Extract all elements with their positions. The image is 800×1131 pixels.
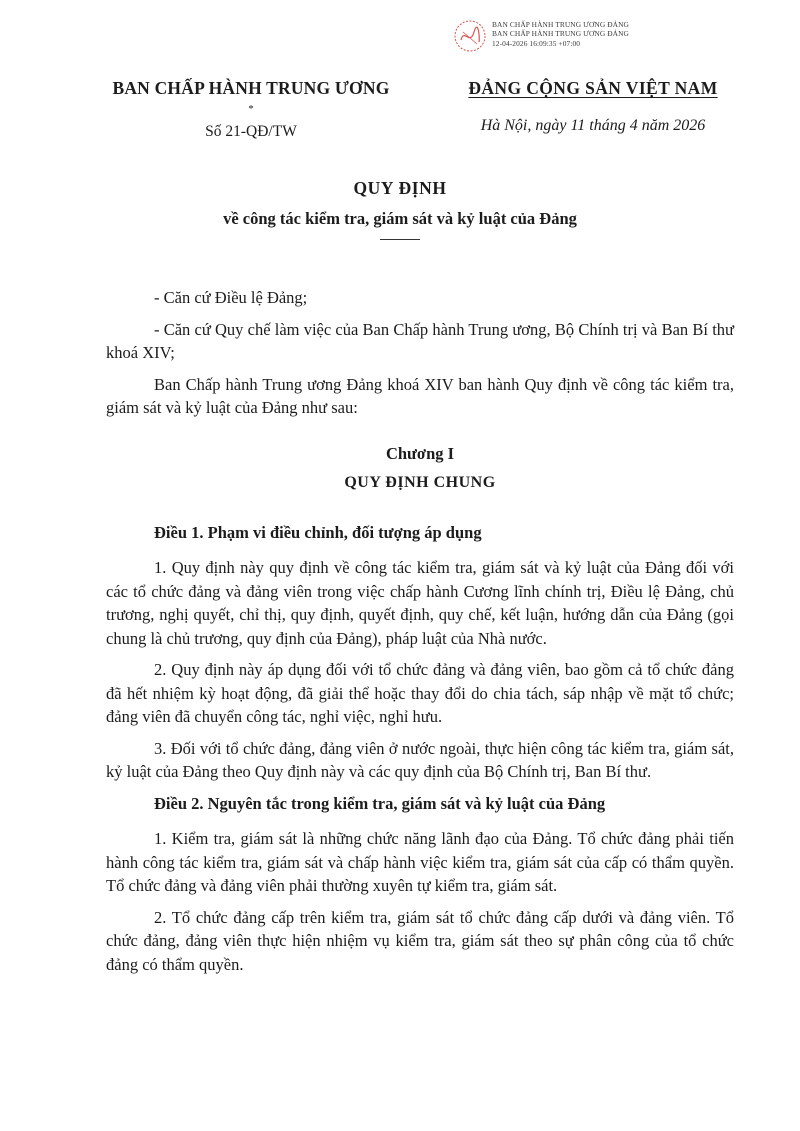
signature-signer: BAN CHẤP HÀNH TRUNG ƯƠNG ĐẢNG: [492, 20, 629, 29]
signature-org: BAN CHẤP HÀNH TRUNG ƯƠNG ĐẢNG: [492, 29, 629, 39]
issuer-star: *: [248, 103, 254, 115]
preamble-enactment: Ban Chấp hành Trung ương Đảng khoá XIV ban hành Quy định về công tác kiểm tra, giám sát và kỷ luật của Đảng như sau:: [106, 374, 734, 417]
chapter-name: QUY ĐỊNH CHUNG: [344, 474, 496, 491]
chapter-label: Chương I: [385, 443, 455, 463]
document-number: Số 21-QĐ/TW: [205, 123, 297, 140]
party-block: [448, 78, 738, 135]
article-2-heading: Điều 2. Nguyên tắc trong kiểm tra, giám sát và kỷ luật của Đảng: [154, 793, 606, 813]
title-divider: [380, 239, 420, 240]
signature-text: [492, 20, 629, 48]
article-1-heading: Điều 1. Phạm vi điều chỉnh, đối tượng áp dụng: [154, 522, 482, 542]
issuer-name: BAN CHẤP HÀNH TRUNG ƯƠNG: [112, 78, 390, 98]
signature-timestamp: 12-04-2026 16:09:35 +07:00: [492, 38, 581, 48]
title-subtitle: về công tác kiểm tra, giám sát và kỷ luật của Đảng: [223, 209, 577, 228]
place-date: Hà Nội, ngày 11 tháng 4 năm 2026: [480, 117, 706, 134]
article-1-clause-2: 2. Quy định này áp dụng đối với tổ chức đảng và đảng viên, bao gồm cả tổ chức đảng đã hết nhiệm kỳ hoạt động, đã giải thể hoặc thay đổi do chia tách, sáp nhập về mặt tổ chức; đảng viên đã chuyển công tác, nghỉ việc, nghỉ hưu.: [106, 660, 734, 726]
article-2-clause-2: 2. Tổ chức đảng cấp trên kiểm tra, giám sát tổ chức đảng cấp dưới và đảng viên. Tổ chức đảng, đảng viên thực hiện nhiệm vụ kiểm tra, giám sát theo sự phân công của tổ chức đảng có thẩm quyền.: [106, 907, 734, 974]
article-1-clause-1: 1. Quy định này quy định về công tác kiểm tra, giám sát và kỷ luật của Đảng đối với các tổ chức đảng và đảng viên trong việc chấp hành Cương lĩnh chính trị, Điều lệ Đảng, chủ trương, nghị quyết, chỉ thị, quy định, quyết định, quy chế, kết luận, hướng dẫn của Đảng (gọi chung là chủ trương, quy định của Đảng), pháp luật của Nhà nước.: [106, 558, 734, 648]
document-title: [0, 178, 800, 240]
title-main: QUY ĐỊNH: [353, 178, 447, 198]
signature-seal-icon: [452, 18, 488, 54]
issuer-block: [96, 78, 406, 141]
article-1-clause-3: 3. Đối với tổ chức đảng, đảng viên ở nước ngoài, thực hiện công tác kiểm tra, giám sát, kỷ luật của Đảng theo Quy định này và các quy định của Bộ Chính trị, Ban Bí thư.: [106, 738, 734, 781]
preamble-basis-1: - Căn cứ Điều lệ Đảng;: [154, 288, 308, 307]
article-2-clause-1: 1. Kiểm tra, giám sát là những chức năng lãnh đạo của Đảng. Tổ chức đảng phải tiến hành công tác kiểm tra, giám sát và chấp hành việc kiểm tra, giám sát của cấp có thẩm quyền. Tổ chức đảng và đảng viên phải thường xuyên tự kiểm tra, giám sát.: [106, 829, 734, 895]
digital-signature-stamp: [452, 18, 692, 58]
party-name: ĐẢNG CỘNG SẢN VIỆT NAM: [468, 78, 718, 98]
document-body: [106, 286, 734, 984]
preamble-basis-2: - Căn cứ Quy chế làm việc của Ban Chấp hành Trung ương, Bộ Chính trị và Ban Bí thư khoá XIV;: [106, 319, 734, 362]
